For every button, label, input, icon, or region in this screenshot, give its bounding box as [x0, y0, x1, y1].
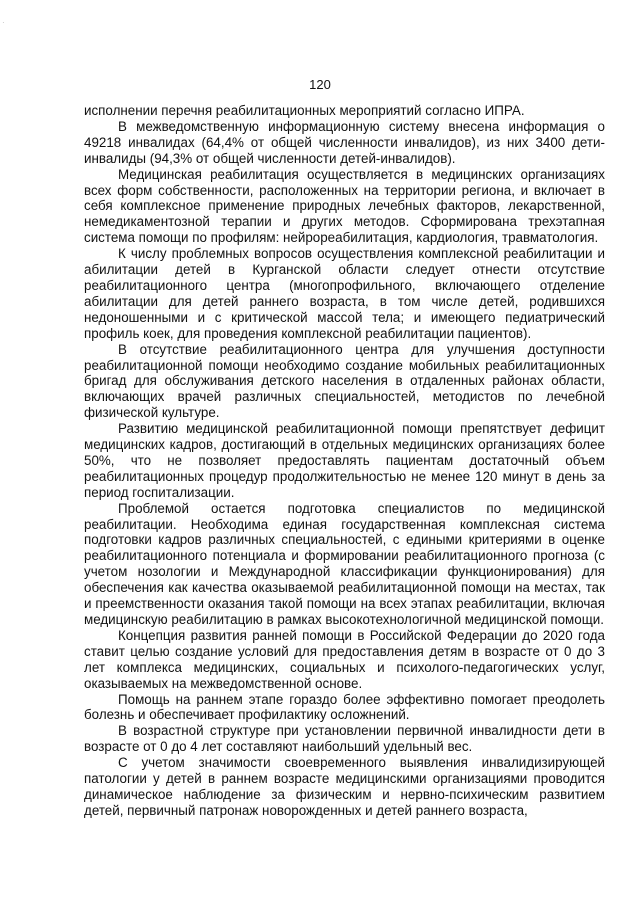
paragraph-problem-issues: К числу проблемных вопросов осуществления комплексной реабилитации и абилитации детей в Курганской области следует отнести отсутствие реабилитационного центра (многопрофильного, включающего отделение абилитации для детей раннего возраста, в том числе детей, родившихся недоношенными и с критической массой тела; и имеющего педиатрический профиль коек, для проведения комплексной реабилитации пациентов).: [84, 246, 605, 341]
document-body: [84, 103, 605, 819]
paragraph-early-help-concept: Концепция развития ранней помощи в Российской Федерации до 2020 года ставит целью создание условий для предоставления детям в возрасте от 0 до 3 лет комплекса медицинских, социальных и психолого-педагогических услуг, оказываемых на межведомственной основе.: [84, 627, 605, 691]
paragraph-early-help-effect: Помощь на раннем этапе гораздо более эффективно помогает преодолеть болезнь и обеспечивает профилактику осложнений.: [84, 691, 605, 723]
paragraph-dynamic-observation: С учетом значимости своевременного выявления инвалидизирующей патологии у детей в раннем возрасте медицинскими организациями проводится динамическое наблюдение за физическим и нервно-психическим развитием детей, первичный патронаж новорожденных и детей раннего возраста,: [84, 755, 605, 818]
paragraph-mobile-teams: В отсутствие реабилитационного центра для улучшения доступности реабилитационной помощи необходимо создание мобильных реабилитационных бригад для обслуживания детского населения в отдаленных районах области, включающих врачей различных специальностей, методистов по лечебной физической культуре.: [84, 341, 605, 421]
paragraph-staff-deficit: Развитию медицинской реабилитационной помощи препятствует дефицит медицинских кадров, достигающий в отдельных медицинских организациях более 50%, что не позволяет предоставлять пациентам достаточный объем реабилитационных процедур продолжительностью не менее 120 минут в день за период госпитализации.: [84, 421, 605, 500]
page-number: 120: [309, 77, 331, 92]
paragraph-continuation: исполнении перечня реабилитационных мероприятий согласно ИПРА.: [84, 103, 525, 118]
scan-artifact: ·: [2, 18, 5, 27]
paragraph-specialist-training: Проблемой остается подготовка специалистов по медицинской реабилитации. Необходима единая государственная комплексная система подготовки кадров различных специальностей, с едиными критериями в оценке реабилитационного потенциала и формировании реабилитационного прогноза (с учетом нозологии и Международной классификации функционирования) для обеспечения как качества оказываемой реабилитационной помощи на местах, так и преемственности оказания такой помощи на всех этапах реабилитации, включая медицинскую реабилитацию в рамках высокотехнологичной медицинской помощи.: [84, 500, 605, 627]
paragraph-age-structure: В возрастной структуре при установлении первичной инвалидности дети в возрасте от 0 до 4 лет составляют наибольший удельный вес.: [84, 723, 605, 755]
paragraph-medical-rehabilitation: Медицинская реабилитация осуществляется в медицинских организациях всех форм собственности, расположенных на территории региона, и включает в себя комплексное применение природных лечебных факторов, лекарственной, немедикаментозной терапии и других методов. Сформирована трехэтапная система помощи по профилям: нейрореабилитация, кардиология, травматология.: [84, 166, 605, 246]
paragraph-information-system: В межведомственную информационную систему внесена информация о 49218 инвалидах (64,4% от общей численности инвалидов), из них 3400 дети-инвалиды (94,3% от общей численности детей-инвалидов).: [84, 118, 605, 166]
